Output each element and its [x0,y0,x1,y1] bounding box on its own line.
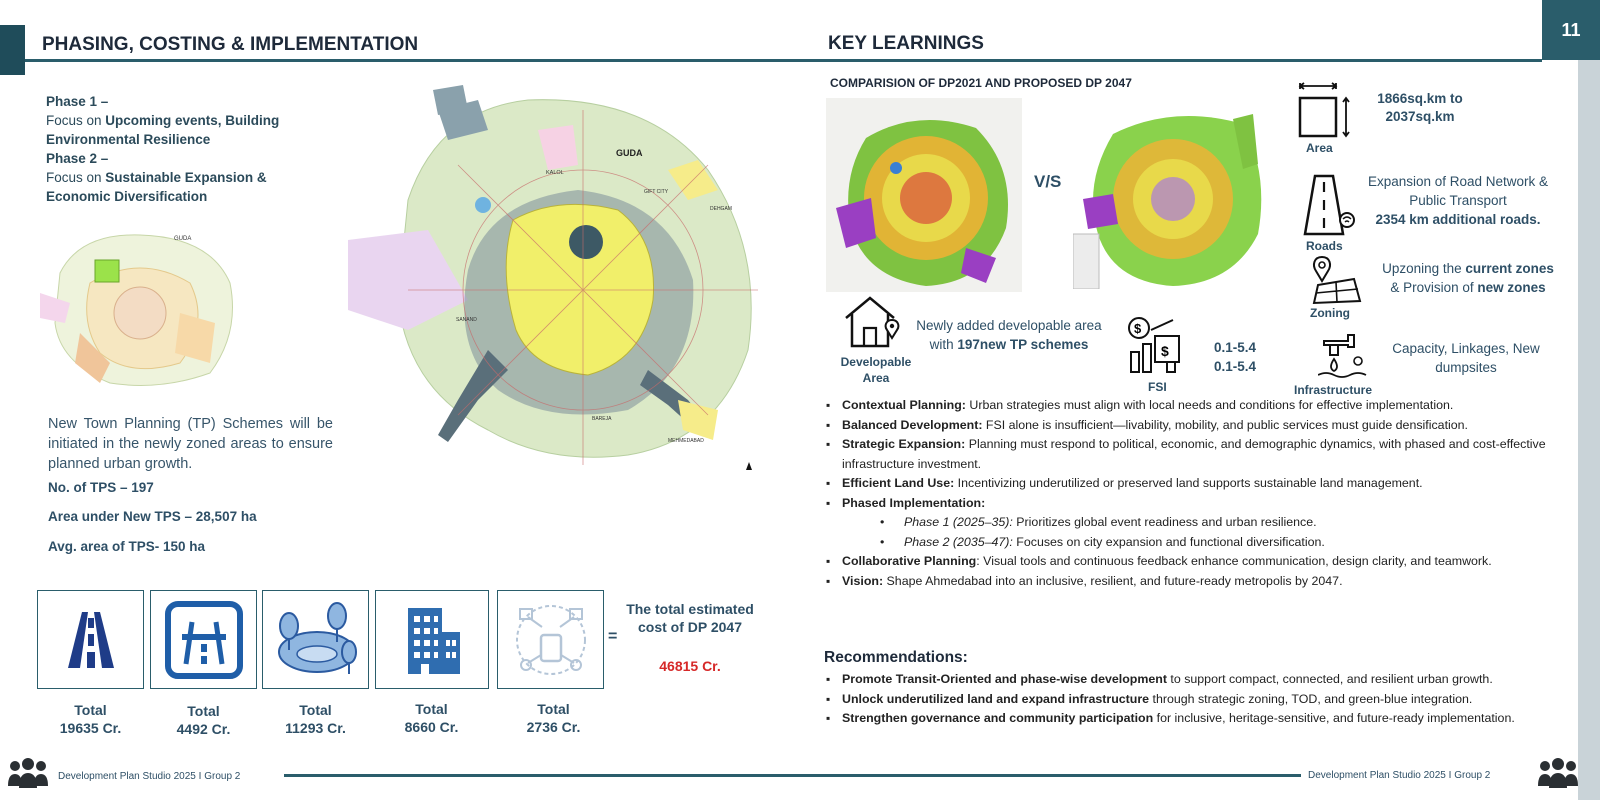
header-divider [25,59,1542,62]
learning-item: ▪ Phased Implementation: [826,494,1570,514]
map-label-bareja: BAREJA [592,416,612,422]
footer-group-icon-right [1536,756,1580,797]
infrastructure-label: Infrastructure [1294,383,1373,397]
area-under-tps: Area under New TPS – 28,507 ha [48,509,257,524]
no-of-tps: No. of TPS – 197 [48,480,154,495]
fsi-icon-wrap [1127,316,1189,381]
key-learnings-list [826,396,1570,591]
learning-item: ▪ Strategic Expansion: Planning must respond to political, economic, and demographic dynamics, with phased and cost-effective infrastructure investment. [826,435,1570,474]
footer-group-icon-left [6,756,50,797]
lake-park-icon [271,600,361,680]
dp2047-map [1073,104,1269,289]
svg-text:$: $ [1161,343,1169,359]
phase1-label: Phase 1 – [46,94,109,109]
recommendation-item: ▪ Promote Transit-Oriented and phase-wise development to support compact, connected, and resilient urban growth. [826,670,1574,690]
area-icon [1296,82,1352,140]
comparison-title: COMPARISION OF DP2021 AND PROPOSED DP 2047 [830,76,1132,90]
recommendation-item: ▪ Unlock underutilized land and expand infrastructure through strategic zoning, TOD, and green-blue integration. [826,690,1574,710]
cost-lake-box [262,590,369,689]
recommendations-list [826,670,1574,729]
total-cost-label: The total estimated cost of DP 2047 [626,601,754,635]
cost-lake-total: Total 11293 Cr. [285,702,346,736]
road-icon [58,612,124,668]
equals-sign: = [608,628,618,645]
tp-schemes-text: New Town Planning (TP) Schemes will be initiated in the newly zoned areas to ensure planned urban growth. [48,416,333,472]
fsi-label: FSI [1148,380,1167,394]
area-label: Area [1306,141,1333,155]
cost-infra-total: Total 2736 Cr. [526,701,581,735]
ahmedabad-phasing-map [348,70,776,478]
cost-road-total: Total 19635 Cr. [59,702,122,736]
footer-left-text: Development Plan Studio 2025 I Group 2 [58,771,241,782]
fsi-chart-icon [1127,316,1189,376]
area-icon-wrap [1296,82,1352,145]
developable-icon-wrap [842,294,904,355]
zoning-label: Zoning [1310,306,1350,320]
versus-label: V/S [1034,172,1062,191]
map-label-sanand: SANAND [456,317,477,323]
phase2-focus: Focus on Sustainable Expansion & [46,170,267,185]
cost-highway-box [150,590,257,689]
house-location-icon [842,294,904,350]
building-icon [394,602,470,678]
cost-road-box [37,590,144,689]
learning-item: ▪ Balanced Development: FSI alone is insufficient—livability, mobility, and public services must guide densification. [826,416,1570,436]
cost-building-box [375,590,489,689]
phasing-map-small [40,213,245,391]
small-map-guda-label: GUDA [174,236,192,242]
roads-icon [1303,174,1355,236]
map-label-gift-city: GIFT CITY [644,189,669,195]
phase-sub-item: • Phase 1 (2025–35): Prioritizes global event readiness and urban resilience. [826,513,1570,533]
developable-area-label: Developable Area [840,355,912,385]
people-group-icon [6,756,50,792]
infra-icon-wrap [1318,331,1370,384]
avg-area-tps: Avg. area of TPS- 150 ha [48,539,206,554]
infrastructure-text: Capacity, Linkages, New dumpsites [1392,341,1540,375]
zoning-icon-wrap [1310,255,1362,310]
page-number: 11 [1542,0,1600,60]
cost-building-total: Total 8660 Cr. [404,701,459,735]
dp2021-map [826,98,1022,292]
header-accent-tab [0,25,25,75]
fsi-values: 0.1-5.4 0.1-5.4 [1214,340,1257,374]
roads-text: Expansion of Road Network & Public Transport 2354 km additional roads. [1367,174,1549,227]
area-text: 1866sq.km to 2037sq.km [1377,91,1463,124]
water-infrastructure-icon [1318,331,1370,379]
people-group-icon [1536,756,1580,792]
phase-sub-item: • Phase 2 (2035–47): Focuses on city expansion and functional diversification. [826,533,1570,553]
phase1-focus: Focus on Upcoming events, Building [46,113,280,128]
phase-description [46,92,346,206]
map-label-dehgam: DEHGAM [710,206,732,212]
cost-infra-box [497,590,604,689]
cost-highway-total: Total 4492 Cr. [176,703,231,737]
phase2-label: Phase 2 – [46,151,109,166]
roads-label: Roads [1306,239,1343,253]
learning-item: ▪ Vision: Shape Ahmedabad into an inclusive, resilient, and future-ready metropolis by 2047. [826,572,1570,592]
learning-item: ▪ Contextual Planning: Urban strategies must align with local needs and conditions for effective implementation. [826,396,1570,416]
developable-area-text: Newly added developable area with 197new TP schemes [916,318,1102,352]
zoning-icon [1310,255,1362,305]
recommendation-item: ▪ Strengthen governance and community participation for inclusive, heritage-sensitive, and future-ready implementation. [826,709,1574,729]
zoning-text: Upzoning the current zones & Provision of new zones [1382,261,1554,295]
learning-item: ▪ Efficient Land Use: Incentivizing underutilized or preserved land supports sustainable land management. [826,474,1570,494]
phase1-focus-2: Environmental Resilience [46,132,211,147]
highway-icon [164,600,244,680]
map-label-mehmedabad: MEHMEDABAD [668,438,704,444]
map-label-guda: GUDA [616,148,643,158]
footer-divider [284,774,1301,777]
right-rail [1578,60,1600,800]
right-section-title: KEY LEARNINGS [828,33,984,54]
svg-text:$: $ [1134,321,1142,336]
footer-right-text: Development Plan Studio 2025 I Group 2 [1308,770,1491,781]
phase2-focus-2: Economic Diversification [46,189,208,204]
total-cost-value: 46815 Cr. [659,658,721,674]
smart-infrastructure-icon [508,597,594,683]
learning-item: ▪ Collaborative Planning: Visual tools and continuous feedback enhance communication, design clarity, and teamwork. [826,552,1570,572]
roads-icon-wrap [1303,174,1355,241]
left-section-title: PHASING, COSTING & IMPLEMENTATION [42,34,419,55]
recommendations-title: Recommendations: [824,649,968,666]
map-label-kalol: KALOL [546,170,564,176]
